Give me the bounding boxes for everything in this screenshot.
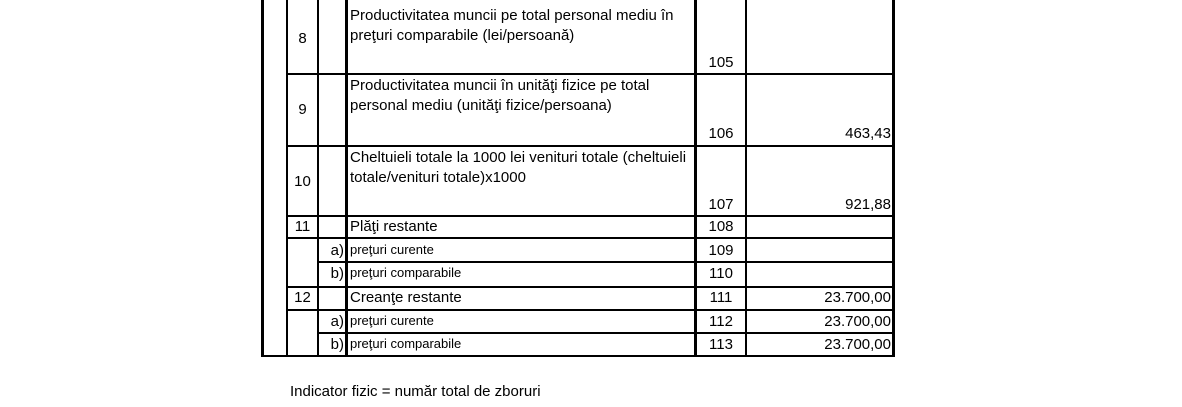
table-left-border xyxy=(261,0,264,357)
row-value: 921,88 xyxy=(845,196,891,213)
row-number: 12 xyxy=(294,289,311,306)
row-sub-letter: a) xyxy=(330,242,344,259)
row-value: 23.700,00 xyxy=(824,313,891,330)
row-description: preţuri comparabile xyxy=(350,265,462,280)
row-description: Creanţe restante xyxy=(350,289,462,306)
row-code: 108 xyxy=(708,218,734,235)
row-number: 11 xyxy=(294,218,311,235)
row-number: 8 xyxy=(298,30,307,47)
row-border xyxy=(286,73,895,75)
row-sub-letter: b) xyxy=(330,336,344,353)
col-border-6 xyxy=(892,0,895,357)
row-code: 113 xyxy=(709,336,733,353)
row-code: 111 xyxy=(709,289,733,306)
row-sub-letter: b) xyxy=(330,265,344,282)
row-number: 9 xyxy=(298,101,307,118)
row-value: 23.700,00 xyxy=(824,289,891,306)
table-bottom-border xyxy=(261,355,895,357)
row-sub-letter: a) xyxy=(330,313,344,330)
row-border xyxy=(286,237,895,239)
row-description: Productivitatea muncii în unităţi fizice pe total personal mediu (unităţi fizice/persoana) xyxy=(350,77,650,114)
row-value: 463,43 xyxy=(845,125,891,142)
col-border-3 xyxy=(345,0,348,357)
row-border xyxy=(286,145,895,147)
row-description: preţuri curente xyxy=(350,313,434,328)
row-code: 107 xyxy=(708,196,734,213)
row-code: 106 xyxy=(708,125,734,142)
row-code: 110 xyxy=(709,265,733,282)
row-number: 10 xyxy=(294,173,311,190)
row-code: 109 xyxy=(708,242,734,259)
footnote: Indicator fizic = număr total de zboruri xyxy=(290,383,541,400)
row-code: 112 xyxy=(709,313,733,330)
row-description: preţuri curente xyxy=(350,242,434,257)
row-code: 105 xyxy=(708,54,734,71)
row-description: Productivitatea muncii pe total personal mediu în preţuri comparabile (lei/persoană) xyxy=(350,7,674,44)
row-description: Cheltuieli totale la 1000 lei venituri totale (cheltuieli totale/venituri totale)x1000 xyxy=(350,149,687,186)
row-description: preţuri comparabile xyxy=(350,336,462,351)
col-border-2 xyxy=(317,0,319,357)
row-description: Plăţi restante xyxy=(350,218,438,235)
row-value: 23.700,00 xyxy=(824,336,891,353)
col-border-5 xyxy=(745,0,747,357)
